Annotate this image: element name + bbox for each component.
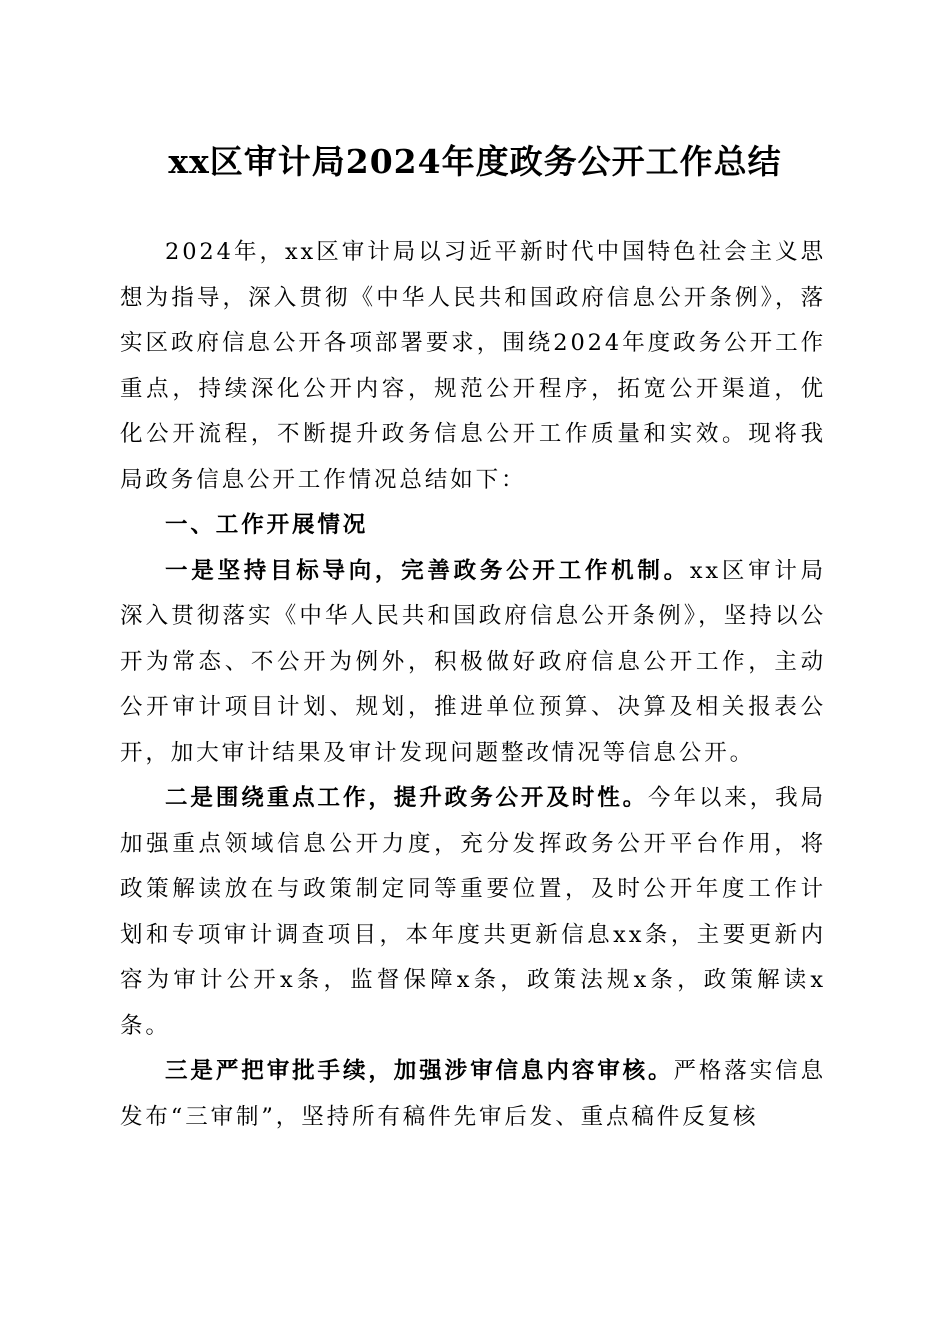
item-lead-2: 二是围绕重点工作，提升政务公开及时性。 xyxy=(165,785,649,811)
document-title: xx区审计局2024年度政务公开工作总结 xyxy=(168,142,782,181)
item-text-1: xx区审计局深入贯彻落实《中华人民共和国政府信息公开条例》，坚持以公开为常态、不公开为例外，积极做好政府信息公开工作，主动公开审计项目计划、规划，推进单位预算、决算及相关报表公开，加大审计结果及审计发现问题整改情况等信息公开。 xyxy=(120,557,826,766)
item-lead-1: 一是坚持目标导向，完善政务公开工作机制。 xyxy=(165,557,690,584)
item-text-2: 今年以来，我局加强重点领域信息公开力度，充分发挥政务公开平台作用，将政策解读放在与政策制定同等重要位置，及时公开年度工作计划和专项审计调查项目，本年度共更新信息xx条，主要更新内容为审计公开x条，监督保障x条，政策法规x条，政策解读x条。 xyxy=(120,785,826,1039)
item-paragraph-2 xyxy=(120,776,826,1049)
section-heading: 一、工作开展情况 xyxy=(165,512,369,538)
item-paragraph-1 xyxy=(120,549,826,777)
intro-paragraph: 2024年，xx区审计局以习近平新时代中国特色社会主义思想为指导，深入贯彻《中华人民共和国政府信息公开条例》，落实区政府信息公开各项部署要求，围绕2024年度政务公开工作重点，持续深化公开内容，规范公开程序，拓宽公开渠道，优化公开流程，不断提升政务信息公开工作质量和实效。现将我局政务信息公开工作情况总结如下： xyxy=(120,239,826,493)
item-text-3: 严格落实信息发布“三审制”，坚持所有稿件先审后发、重点稿件反复核 xyxy=(120,1058,826,1130)
document-body xyxy=(120,230,826,1140)
item-paragraph-3 xyxy=(120,1049,826,1140)
item-lead-3: 三是严把审批手续，加强涉审信息内容审核。 xyxy=(165,1058,674,1084)
